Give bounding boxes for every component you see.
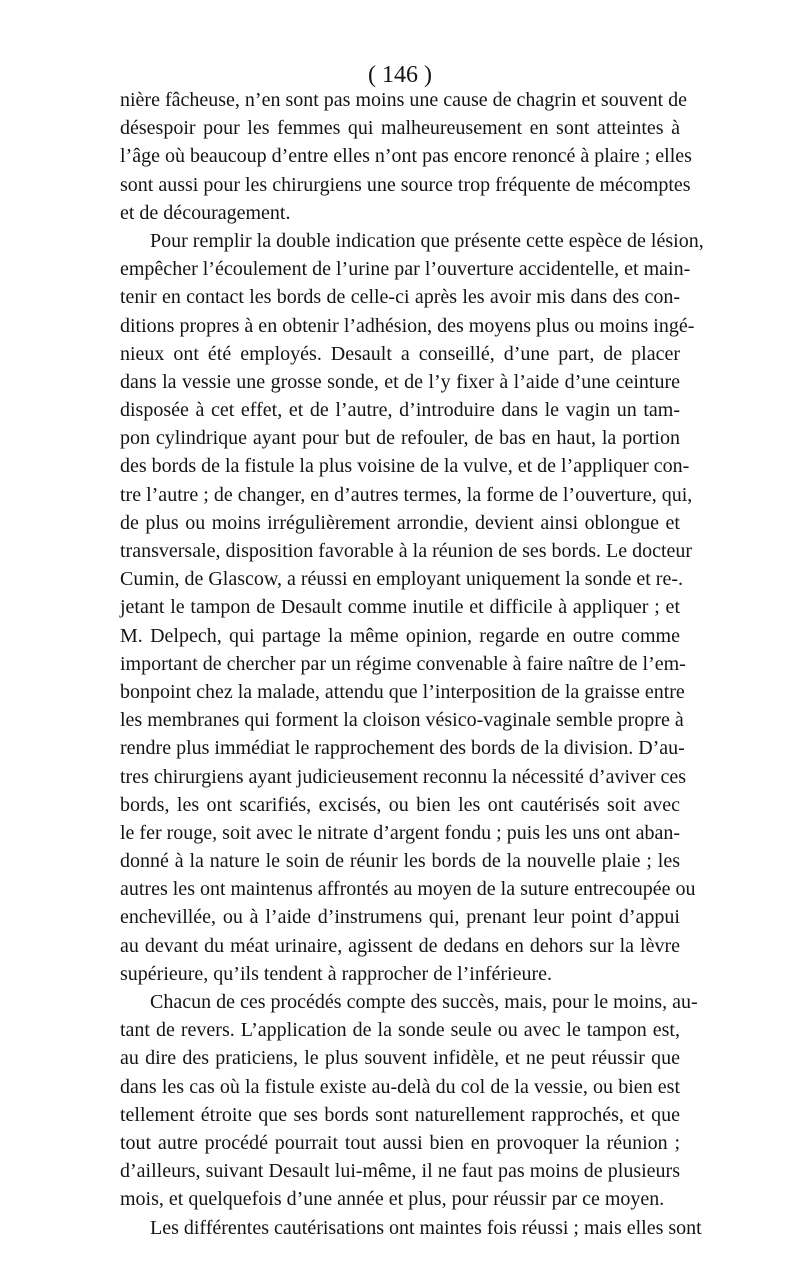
text-line: Les différentes cautérisations ont maintes fois réussi ; mais elles sont <box>150 1216 702 1239</box>
text-line: tant de revers. L’application de la sonde seule ou avec le tampon est, <box>120 1019 680 1042</box>
text-line: supérieure, qu’ils tendent à rapprocher de l’inférieure. <box>120 962 553 985</box>
text-line: tres chirurgiens ayant judicieusement reconnu la nécessité d’aviver ces <box>120 765 687 788</box>
text-line: au devant du méat urinaire, agissent de dedans en dehors sur la lèvre <box>120 934 680 957</box>
text-line: sont aussi pour les chirurgiens une source trop fréquente de mécomptes <box>120 173 691 196</box>
paragraph <box>120 1214 702 1242</box>
text-line: le fer rouge, soit avec le nitrate d’argent fondu ; puis les uns ont aban- <box>120 821 681 844</box>
text-line: au dire des praticiens, le plus souvent infidèle, et ne peut réussir que <box>120 1047 680 1070</box>
text-line: tellement étroite que ses bords sont naturellement rapprochés, et que <box>120 1103 680 1126</box>
text-line: autres les ont maintenus affrontés au moyen de la suture entrecoupée ou <box>120 878 696 901</box>
text-line: tenir en contact les bords de celle-ci après les avoir mis dans des con- <box>120 286 680 309</box>
text-line: désespoir pour les femmes qui malheureusement en sont atteintes à <box>120 117 680 140</box>
text-line: Cumin, de Glascow, a réussi en employant uniquement la sonde et re-. <box>120 568 683 591</box>
text-line: les membranes qui forment la cloison vésico-vaginale semble propre à <box>120 709 684 732</box>
text-line: ditions propres à en obtenir l’adhésion, des moyens plus ou moins ingé- <box>120 314 695 337</box>
text-line: bords, les ont scarifiés, excisés, ou bien les ont cautérisés soit avec <box>120 793 680 816</box>
text-line: d’ailleurs, suivant Desault lui-même, il ne faut pas moins de plusieurs <box>120 1160 680 1183</box>
text-line: dans la vessie une grosse sonde, et de l’y fixer à l’aide d’une ceinture <box>120 370 680 393</box>
text-line: des bords de la fistule la plus voisine de la vulve, et de l’appliquer con- <box>120 455 690 478</box>
text-line: jetant le tampon de Desault comme inutile et difficile à appliquer ; et <box>120 596 680 619</box>
text-line: rendre plus immédiat le rapprochement des bords de la division. D’au- <box>120 737 685 760</box>
text-line: important de chercher par un régime convenable à faire naître de l’em- <box>120 652 686 675</box>
text-line: M. Delpech, qui partage la même opinion, regarde en outre comme <box>120 624 680 647</box>
text-line: empêcher l’écoulement de l’urine par l’ouverture accidentelle, et main- <box>120 258 691 281</box>
text-line: dans les cas où la fistule existe au-delà du col de la vessie, ou bien est <box>120 1075 680 1098</box>
text-line: bonpoint chez la malade, attendu que l’interposition de la graisse entre <box>120 680 685 703</box>
text-line: pon cylindrique ayant pour but de refouler, de bas en haut, la portion <box>120 427 680 450</box>
text-line: nière fâcheuse, n’en sont pas moins une cause de chagrin et souvent de <box>120 89 688 111</box>
text-line: l’âge où beaucoup d’entre elles n’ont pas encore renoncé à plaire ; elles <box>120 145 692 168</box>
text-line: et de découragement. <box>120 201 291 224</box>
text-line: enchevillée, ou à l’aide d’instrumens qui, prenant leur point d’appui <box>120 906 680 929</box>
text-line: transversale, disposition favorable à la réunion de ses bords. Le docteur <box>120 540 693 562</box>
text-line: tout autre procédé pourrait tout aussi bien en provoquer la réunion ; <box>120 1131 680 1154</box>
paragraph <box>120 988 698 1214</box>
text-line: disposée à cet effet, et de l’autre, d’introduire dans le vagin un tam- <box>120 399 680 422</box>
text-line: donné à la nature le soin de réunir les bords de la nouvelle plaie ; les <box>120 850 680 873</box>
paragraph <box>120 86 692 227</box>
text-line: nieux ont été employés. Desault a conseillé, d’une part, de placer <box>120 342 680 365</box>
text-line: tre l’autre ; de changer, en d’autres termes, la forme de l’ouverture, qui, <box>120 483 693 506</box>
paragraph <box>120 227 704 988</box>
body-text <box>120 86 704 1242</box>
text-line: mois, et quelquefois d’une année et plus, pour réussir par ce moyen. <box>120 1188 665 1211</box>
text-line: Pour remplir la double indication que présente cette espèce de lésion, <box>150 229 704 252</box>
page-number: ( 146 ) <box>368 62 432 88</box>
text-line: Chacun de ces procédés compte des succès, mais, pour le moins, au- <box>150 991 698 1013</box>
text-line: de plus ou moins irrégulièrement arrondie, devient ainsi oblongue et <box>120 511 680 534</box>
